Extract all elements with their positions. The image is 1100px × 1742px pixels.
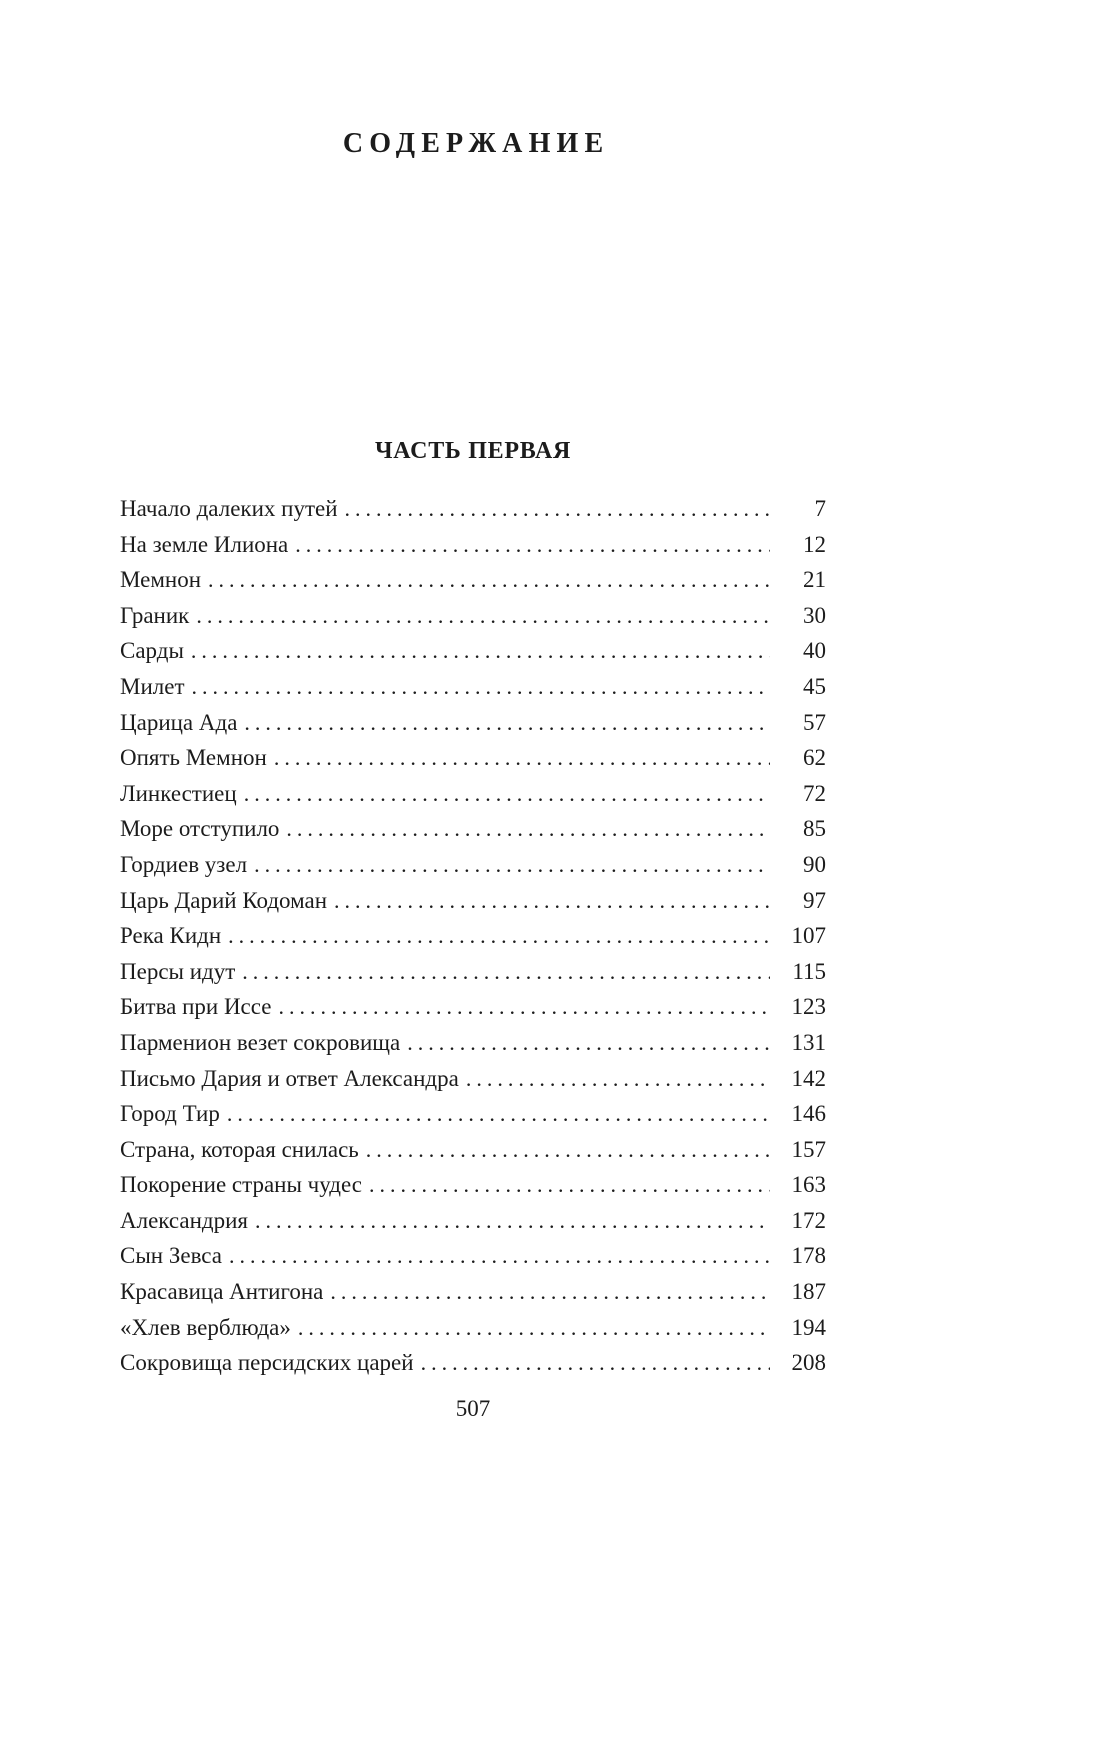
dot-leader: [191, 633, 770, 669]
toc-entry-title: Красавица Антигона: [120, 1279, 324, 1305]
toc-entry: [120, 776, 826, 812]
dot-leader: [208, 562, 770, 598]
dot-leader: [196, 598, 770, 634]
toc-entry-title: На земле Илиона: [120, 531, 289, 557]
page-content: [120, 0, 826, 1381]
toc-entry-title: Страна, которая снилась: [120, 1136, 359, 1162]
toc-entry-page: 123: [791, 994, 826, 1020]
toc-entry-page: 131: [791, 1029, 826, 1055]
toc-entry-page: 85: [803, 816, 826, 842]
toc-entry-page: 57: [803, 709, 826, 735]
toc-entry-title: Покорение страны чудес: [120, 1172, 362, 1198]
toc-entry-page: 45: [803, 673, 826, 699]
toc-entry-page: 178: [791, 1243, 826, 1269]
dot-leader: [330, 1274, 770, 1310]
dot-leader: [229, 1238, 770, 1274]
toc-entry-page: 157: [791, 1136, 826, 1162]
toc-entry-title: Линкестиец: [120, 780, 237, 806]
toc-entry-title: Сарды: [120, 638, 184, 664]
toc-entry: [120, 1096, 826, 1132]
toc-entry-page: 97: [803, 887, 826, 913]
toc-entry-title: Царица Ада: [120, 709, 238, 735]
toc-entry-page: 30: [803, 602, 826, 628]
toc-entry: [120, 1345, 826, 1381]
toc-entry: [120, 954, 826, 990]
toc-entry-title: Персы идут: [120, 958, 236, 984]
dot-leader: [369, 1167, 770, 1203]
page-title: СОДЕРЖАНИЕ: [342, 128, 610, 159]
dot-leader: [345, 491, 770, 527]
toc-entry: [120, 1203, 826, 1239]
toc-entry-title: Битва при Иссе: [120, 994, 272, 1020]
dot-leader: [407, 1025, 770, 1061]
toc-entry-page: 107: [791, 923, 826, 949]
toc-entry-title: Александрия: [120, 1207, 248, 1233]
toc-entry-page: 12: [803, 531, 826, 557]
toc-entry: [120, 811, 826, 847]
dot-leader: [244, 705, 770, 741]
toc-entry-title: Парменион везет сокровища: [120, 1029, 401, 1055]
dot-leader: [298, 1310, 770, 1346]
toc-entry-title: «Хлев верблюда»: [120, 1314, 291, 1340]
toc-entry: [120, 1167, 826, 1203]
toc-entry-page: 62: [803, 745, 826, 771]
toc-entry-title: Город Тир: [120, 1101, 220, 1127]
dot-leader: [244, 776, 770, 812]
toc-entry-page: 72: [803, 780, 826, 806]
toc-entry: [120, 918, 826, 954]
toc-entry-page: 187: [791, 1279, 826, 1305]
toc-entry: [120, 562, 826, 598]
toc-entry: [120, 740, 826, 776]
toc-entry: [120, 847, 826, 883]
toc-entry: [120, 1238, 826, 1274]
toc-entry-page: 90: [803, 851, 826, 877]
dot-leader: [421, 1345, 770, 1381]
dot-leader: [254, 847, 770, 883]
toc-entry-page: 194: [791, 1314, 826, 1340]
toc-entry: [120, 669, 826, 705]
dot-leader: [274, 740, 770, 776]
dot-leader: [228, 918, 770, 954]
dot-leader: [334, 883, 770, 919]
toc-list: [120, 491, 826, 1381]
toc-entry: [120, 1061, 826, 1097]
footer-page-number: 507: [455, 1396, 491, 1421]
toc-entry-title: Сокровища персидских царей: [120, 1350, 414, 1376]
toc-entry-title: Сын Зевса: [120, 1243, 223, 1269]
dot-leader: [227, 1096, 770, 1132]
toc-entry-page: 208: [791, 1350, 826, 1376]
toc-entry: [120, 598, 826, 634]
toc-entry: [120, 491, 826, 527]
dot-leader: [255, 1203, 770, 1239]
dot-leader: [466, 1061, 770, 1097]
toc-entry-page: 172: [791, 1207, 826, 1233]
toc-entry: [120, 1274, 826, 1310]
toc-entry-page: 142: [791, 1065, 826, 1091]
dot-leader: [286, 811, 770, 847]
toc-entry-title: Море отступило: [120, 816, 280, 842]
toc-entry: [120, 883, 826, 919]
toc-entry: [120, 705, 826, 741]
toc-entry: [120, 1310, 826, 1346]
toc-entry: [120, 1132, 826, 1168]
dot-leader: [192, 669, 771, 705]
toc-entry: [120, 633, 826, 669]
toc-entry-title: Гордиев узел: [120, 851, 248, 877]
part-heading: ЧАСТЬ ПЕРВАЯ: [374, 438, 572, 464]
toc-entry: [120, 989, 826, 1025]
toc-entry-title: Мемнон: [120, 567, 202, 593]
dot-leader: [366, 1132, 770, 1168]
toc-entry-page: 21: [803, 567, 826, 593]
dot-leader: [295, 527, 770, 563]
dot-leader: [242, 954, 770, 990]
toc-entry: [120, 1025, 826, 1061]
toc-entry-title: Река Кидн: [120, 923, 222, 949]
toc-entry-page: 7: [814, 496, 826, 521]
toc-entry-title: Милет: [120, 673, 185, 699]
toc-entry-page: 40: [803, 638, 826, 664]
toc-entry: [120, 527, 826, 563]
dot-leader: [278, 989, 770, 1025]
toc-entry-title: Опять Мемнон: [120, 745, 267, 771]
toc-entry-title: Граник: [120, 602, 190, 628]
toc-entry-page: 146: [791, 1101, 826, 1127]
toc-entry-page: 115: [792, 958, 826, 984]
toc-entry-page: 163: [791, 1172, 826, 1198]
toc-entry-title: Начало далеких путей: [120, 496, 338, 521]
toc-entry-title: Царь Дарий Кодоман: [120, 887, 328, 913]
toc-entry-title: Письмо Дария и ответ Александра: [120, 1065, 459, 1091]
